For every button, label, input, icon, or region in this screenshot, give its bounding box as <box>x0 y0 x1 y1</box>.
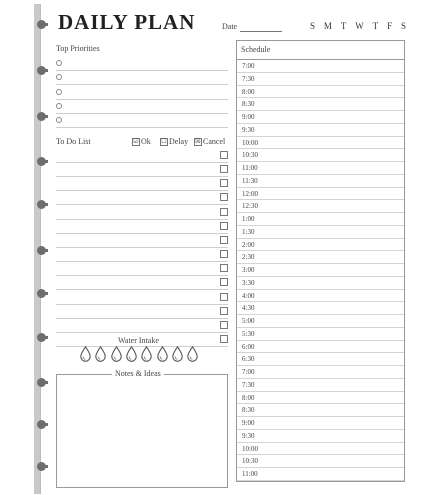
time-label: 11:30 <box>242 176 258 185</box>
water-drop-icon[interactable] <box>111 346 122 362</box>
water-drops <box>80 346 202 364</box>
time-label: 9:00 <box>242 419 255 427</box>
time-label: 12:00 <box>242 189 258 198</box>
schedule-slot[interactable] <box>237 60 404 73</box>
water-drop-icon[interactable] <box>141 346 152 362</box>
checkbox[interactable] <box>220 151 228 159</box>
time-label: 3:00 <box>242 266 255 274</box>
schedule-slot[interactable] <box>237 188 404 201</box>
time-label: 11:00 <box>242 470 258 478</box>
time-label: 8:00 <box>242 393 255 402</box>
schedule-slot[interactable] <box>237 404 404 417</box>
checkbox[interactable] <box>220 208 228 216</box>
cross-box-icon: ☒ <box>195 139 201 146</box>
todo-row[interactable] <box>56 219 228 234</box>
circle-icon <box>56 74 62 80</box>
page-title: DAILY PLAN <box>58 10 196 34</box>
schedule-slot[interactable] <box>237 430 404 443</box>
time-label: 3:30 <box>242 278 255 287</box>
binder-ring <box>37 289 51 298</box>
todo-row[interactable] <box>56 304 228 319</box>
schedule-slot[interactable] <box>237 98 404 111</box>
notes-label: Notes & Ideas <box>112 369 164 378</box>
binder-ring <box>37 20 51 29</box>
schedule-slot[interactable] <box>237 149 404 162</box>
schedule-slot[interactable] <box>237 417 404 430</box>
todo-row[interactable] <box>56 261 228 276</box>
time-label: 1:00 <box>242 215 255 223</box>
schedule-header <box>237 41 404 60</box>
time-label: 10:00 <box>242 138 258 147</box>
priority-row[interactable] <box>56 113 228 128</box>
binder-ring <box>37 420 51 429</box>
todo-row[interactable] <box>56 162 228 177</box>
legend-cancel-label: Cancel <box>203 137 226 146</box>
schedule-slot[interactable] <box>237 86 404 99</box>
time-label: 8:00 <box>242 87 255 96</box>
time-label: 9:30 <box>242 431 255 440</box>
schedule-title: Schedule <box>241 45 271 54</box>
water-drop-icon[interactable] <box>187 346 198 362</box>
time-label: 10:00 <box>242 444 258 453</box>
binder-ring <box>37 378 51 387</box>
todo-row[interactable] <box>56 247 228 262</box>
water-drop-icon[interactable] <box>172 346 183 362</box>
binder-ring <box>37 200 51 209</box>
time-label: 8:30 <box>242 100 255 109</box>
todo-row[interactable] <box>56 148 228 163</box>
schedule-slot[interactable] <box>237 251 404 264</box>
schedule-slot[interactable] <box>237 328 404 341</box>
schedule-slot[interactable] <box>237 264 404 277</box>
priority-row[interactable] <box>56 85 228 100</box>
schedule-slot[interactable] <box>237 213 404 226</box>
priority-row[interactable] <box>56 56 228 71</box>
checkbox[interactable] <box>220 250 228 258</box>
binder-ring <box>37 157 51 166</box>
checkbox[interactable] <box>220 222 228 230</box>
schedule-slot[interactable] <box>237 468 404 481</box>
circle-icon <box>56 60 62 66</box>
time-label: 5:00 <box>242 317 255 325</box>
time-label: 4:00 <box>242 291 255 300</box>
time-label: 4:30 <box>242 304 255 313</box>
weekday-4[interactable]: T <box>372 21 379 31</box>
checkbox[interactable] <box>220 335 228 343</box>
date-label: Date <box>222 22 238 31</box>
schedule-slot[interactable] <box>237 175 404 188</box>
weekday-1[interactable]: M <box>323 21 332 31</box>
schedule-slot[interactable] <box>237 73 404 86</box>
time-label: 9:00 <box>242 113 255 121</box>
time-label: 11:00 <box>242 164 258 172</box>
legend-ok-label: Ok <box>141 137 151 146</box>
checkbox[interactable] <box>220 321 228 329</box>
time-label: 7:00 <box>242 62 255 70</box>
todo-row[interactable] <box>56 290 228 305</box>
schedule-slot[interactable] <box>237 239 404 252</box>
time-label: 2:00 <box>242 240 255 249</box>
schedule-slot[interactable] <box>237 366 404 379</box>
time-label: 10:30 <box>242 151 258 160</box>
time-label: 10:30 <box>242 457 258 466</box>
water-intake-label: Water Intake <box>118 336 159 345</box>
schedule-slot[interactable] <box>237 302 404 315</box>
water-drop-icon[interactable] <box>126 346 137 362</box>
schedule-slot[interactable] <box>237 392 404 405</box>
top-priorities-label: Top Priorities <box>56 44 100 53</box>
weekday-3[interactable]: W <box>355 21 364 31</box>
legend-delay-label: Delay <box>169 137 189 146</box>
checkbox[interactable] <box>220 236 228 244</box>
schedule-slot[interactable] <box>237 443 404 456</box>
checkbox[interactable] <box>220 278 228 286</box>
schedule-slot[interactable] <box>237 341 404 354</box>
time-label: 7:00 <box>242 368 255 376</box>
time-label: 6:30 <box>242 355 255 364</box>
checkbox[interactable] <box>220 165 228 173</box>
circle-icon <box>56 117 62 123</box>
weekday-selector <box>310 21 406 31</box>
water-drop-icon[interactable] <box>157 346 168 362</box>
schedule-panel <box>236 40 405 482</box>
todo-row[interactable] <box>56 275 228 290</box>
priority-row[interactable] <box>56 70 228 85</box>
schedule-slot[interactable] <box>237 200 404 213</box>
schedule-slot[interactable] <box>237 111 404 124</box>
checkbox[interactable] <box>220 264 228 272</box>
time-label: 2:30 <box>242 253 255 262</box>
time-label: 7:30 <box>242 380 255 389</box>
schedule-slot[interactable] <box>237 277 404 290</box>
weekday-5[interactable]: F <box>387 21 393 31</box>
todo-row[interactable] <box>56 205 228 220</box>
time-label: 1:30 <box>242 227 255 236</box>
schedule-slot[interactable] <box>237 315 404 328</box>
schedule-slot[interactable] <box>237 226 404 239</box>
date-line <box>240 31 282 32</box>
binder-ring <box>37 112 51 121</box>
binder-ring <box>37 66 51 75</box>
weekday-2[interactable]: T <box>340 21 347 31</box>
todo-list-label: To Do List <box>56 137 91 146</box>
binder-ring <box>37 333 51 342</box>
circle-icon <box>56 89 62 95</box>
binder-ring <box>37 462 51 471</box>
schedule-slot[interactable] <box>237 137 404 150</box>
schedule-slot[interactable] <box>237 162 404 175</box>
schedule-slot[interactable] <box>237 379 404 392</box>
schedule-slot[interactable] <box>237 290 404 303</box>
empty-box-icon: ☐ <box>161 139 167 146</box>
weekday-0[interactable]: S <box>310 21 316 31</box>
schedule-slot[interactable] <box>237 455 404 468</box>
legend-ok <box>132 137 151 146</box>
legend-cancel <box>194 137 225 146</box>
water-drop-icon[interactable] <box>95 346 106 362</box>
time-label: 9:30 <box>242 125 255 134</box>
weekday-6[interactable]: S <box>400 21 406 31</box>
todo-row[interactable] <box>56 233 228 248</box>
notes-box[interactable] <box>56 374 228 488</box>
check-icon: ☑ <box>133 139 139 146</box>
time-label: 6:00 <box>242 342 255 351</box>
checkbox[interactable] <box>220 307 228 315</box>
legend-delay <box>160 137 188 146</box>
time-label: 12:30 <box>242 202 258 211</box>
binder-ring <box>37 246 51 255</box>
time-label: 8:30 <box>242 406 255 415</box>
time-label: 7:30 <box>242 74 255 83</box>
time-label: 5:30 <box>242 329 255 338</box>
checkbox[interactable] <box>220 179 228 187</box>
priority-row[interactable] <box>56 99 228 114</box>
todo-row[interactable] <box>56 176 228 191</box>
schedule-slot[interactable] <box>237 124 404 137</box>
checkbox[interactable] <box>220 293 228 301</box>
checkbox[interactable] <box>220 193 228 201</box>
todo-row[interactable] <box>56 318 228 333</box>
water-drop-icon[interactable] <box>80 346 91 362</box>
circle-icon <box>56 103 62 109</box>
schedule-slot[interactable] <box>237 353 404 366</box>
todo-row[interactable] <box>56 190 228 205</box>
